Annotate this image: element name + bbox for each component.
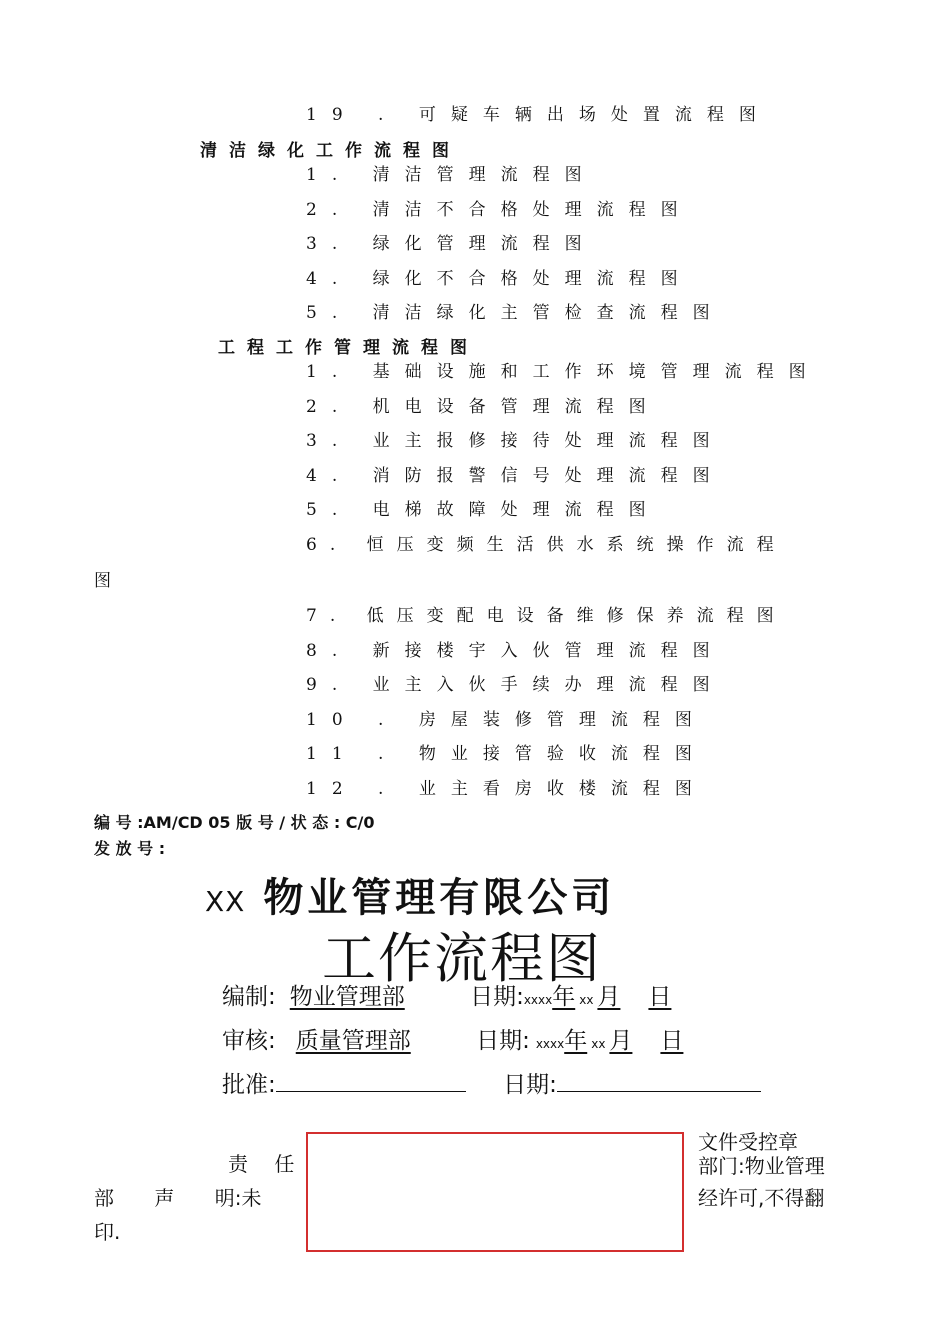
prepared-date-year: 年	[552, 984, 576, 1010]
reviewed-date-label: 日期:	[476, 1028, 530, 1054]
approved-label: 批准:	[222, 1072, 276, 1098]
toc-item: 11 . 物业接管验收流程图	[306, 744, 707, 764]
prepared-date-day: 日	[648, 984, 672, 1010]
prepared-date-year-x: xxxx	[523, 993, 553, 1007]
toc-item: 6. 恒压变频生活供水系统操作流程	[306, 535, 787, 555]
prepared-date-month-day	[593, 984, 671, 1010]
signature-row-reviewed	[222, 1022, 683, 1055]
toc-item: 1. 清洁管理流程图	[306, 165, 597, 185]
toc-item: 2. 机电设备管理流程图	[306, 397, 661, 417]
toc-item: 4. 绿化不合格处理流程图	[306, 269, 693, 289]
footer-right-line-3: 经许可,不得翻	[698, 1186, 825, 1210]
toc-item: 4. 消防报警信号处理流程图	[306, 466, 725, 486]
section-title-engineering: 工程工作管理流程图	[218, 338, 479, 358]
toc-item: 5. 清洁绿化主管检查流程图	[306, 303, 725, 323]
reviewed-date-month-x: xx	[591, 1037, 606, 1051]
footer-right-line-1: 文件受控章	[698, 1130, 798, 1154]
company-name-text: 物业管理有限公司	[263, 875, 616, 921]
controlled-stamp-box	[306, 1132, 684, 1252]
approved-date-label: 日期:	[503, 1072, 557, 1098]
toc-item: 10 . 房屋装修管理流程图	[306, 710, 707, 730]
toc-item: 3. 绿化管理流程图	[306, 234, 597, 254]
toc-item: 2. 清洁不合格处理流程图	[306, 200, 693, 220]
reviewed-date-month-day	[605, 1028, 683, 1054]
document-number-line: 编 号 :AM/CD 05 版 号 / 状 态 : C/0	[94, 813, 375, 832]
footer-left-line-3: 印.	[94, 1220, 121, 1244]
reviewed-value: 质量管理部	[295, 1028, 411, 1054]
footer-left-line-2: 部 声 明:未	[94, 1186, 262, 1210]
approved-signature-line	[276, 1090, 466, 1092]
issue-number-line: 发 放 号 :	[94, 839, 166, 858]
footer-right-line-2: 部门:物业管理	[698, 1154, 825, 1178]
approved-date-line	[557, 1090, 761, 1092]
document-title: 工作流程图	[322, 927, 602, 990]
signature-row-prepared	[222, 978, 671, 1011]
toc-item: 5. 电梯故障处理流程图	[306, 500, 661, 520]
reviewed-date-day: 日	[660, 1028, 684, 1054]
toc-item-19: 19 . 可疑车辆出场处置流程图	[306, 105, 771, 125]
prepared-date-label: 日期:	[470, 984, 524, 1010]
toc-item-wrap: 图	[94, 571, 126, 591]
toc-item: 1. 基础设施和工作环境管理流程图	[306, 362, 821, 382]
reviewed-date-year: 年	[564, 1028, 588, 1054]
reviewed-label: 审核:	[222, 1028, 276, 1054]
prepared-date-month: 月	[597, 984, 621, 1010]
signature-row-approved	[222, 1066, 761, 1099]
footer-left-line-1: 责 任	[228, 1152, 305, 1176]
toc-item: 7. 低压变配电设备维修保养流程图	[306, 606, 787, 626]
reviewed-date-year-x: xxxx	[535, 1037, 565, 1051]
prepared-label: 编制:	[222, 984, 276, 1010]
toc-item: 12 . 业主看房收楼流程图	[306, 779, 707, 799]
toc-item: 8. 新接楼宇入伙管理流程图	[306, 641, 725, 661]
prepared-value: 物业管理部	[289, 984, 405, 1010]
toc-item: 9. 业主入伙手续办理流程图	[306, 675, 725, 695]
section-title-cleaning: 清洁绿化工作流程图	[200, 141, 461, 161]
prepared-date-month-x: xx	[579, 993, 594, 1007]
toc-item: 3. 业主报修接待处理流程图	[306, 431, 725, 451]
company-name	[205, 866, 615, 923]
reviewed-date-month: 月	[609, 1028, 633, 1054]
company-prefix: XX	[205, 885, 246, 918]
